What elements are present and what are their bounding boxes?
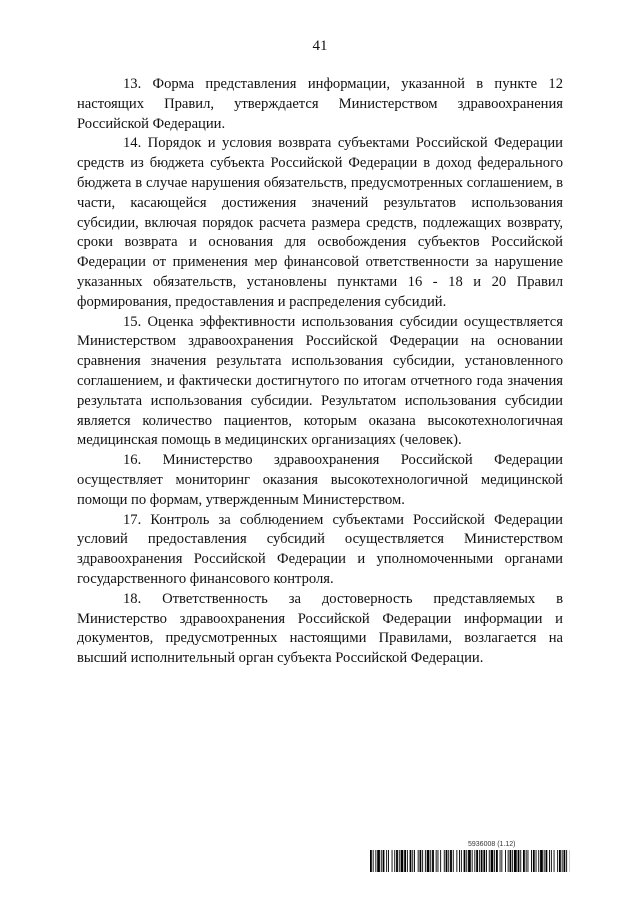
barcode-bar	[546, 850, 548, 872]
barcode-bar	[531, 850, 532, 872]
barcode-bar	[401, 850, 404, 872]
barcode-bar	[544, 850, 545, 872]
barcode-bar	[551, 850, 552, 872]
barcode-bar	[396, 850, 398, 872]
barcode-bar	[386, 850, 387, 872]
barcode-bar	[461, 850, 462, 872]
barcode-bar	[500, 850, 501, 872]
barcode-bar	[496, 850, 498, 872]
barcode-bar	[533, 850, 535, 872]
barcode-bar	[505, 850, 506, 872]
barcode-bar	[481, 850, 483, 872]
barcode-bar	[404, 850, 406, 872]
barcode-bar	[510, 850, 512, 872]
barcode-bar	[557, 850, 558, 872]
barcode-bar	[438, 850, 439, 872]
barcode-bar	[514, 850, 517, 872]
barcode-bar	[479, 850, 480, 872]
barcode-bar	[528, 850, 529, 872]
barcode-bar	[494, 850, 495, 872]
barcode-bar	[540, 850, 543, 872]
barcode-bar	[512, 850, 513, 872]
barcode-bar	[448, 850, 449, 872]
barcode-bar	[410, 850, 412, 872]
barcode-bar	[444, 850, 445, 872]
barcode-bar	[459, 850, 460, 872]
barcode-bar	[468, 850, 471, 872]
barcode-bar	[436, 850, 437, 872]
barcode-bar	[562, 850, 563, 872]
barcode-bar	[474, 850, 475, 872]
barcode-bar	[388, 850, 389, 872]
barcode-bar	[518, 850, 520, 872]
barcode-bar	[549, 850, 550, 872]
barcode-bar	[520, 850, 521, 872]
barcode-bar	[508, 850, 509, 872]
barcode-bar	[420, 850, 422, 872]
barcode-bar	[425, 850, 426, 872]
paragraph-16: 16. Министерство здравоохранения Российской Федерации осуществляет мониторинг оказания высокотехнологичной медицинской помощи по формам, утвержденным Министерством.	[77, 452, 563, 508]
document-body	[77, 75, 563, 669]
barcode-bar	[491, 850, 494, 872]
barcode-bar	[472, 850, 473, 872]
barcode-bar	[526, 850, 527, 872]
barcode-bar	[453, 850, 454, 872]
paragraph-14: 14. Порядок и условия возврата субъектами Российской Федерации средств из бюджета субъекта Российской Федерации в доход федерального бюджета в случае нарушения обязательств, предусмотренных соглашением, в части, касающейся достижения значений результатов использования субсидии, включая порядок расчета размера средств, подлежащих возврату, сроки возврата и основания для освобождения субъектов Российской Федерации от применения мер финансовой ответственности за нарушение указанных обязательств, установлены пунктами 16 - 18 и 20 Правил формирования, предоставления и распределения субсидий.	[77, 135, 563, 310]
barcode-bar	[536, 850, 537, 872]
barcode-bar	[486, 850, 487, 872]
barcode-bar	[501, 850, 502, 872]
barcode-bar	[399, 850, 400, 872]
page-number: 41	[312, 38, 328, 54]
barcode-bar	[432, 850, 434, 872]
barcode-bar	[394, 850, 395, 872]
barcode-bar	[418, 850, 419, 872]
barcode-bar	[377, 850, 380, 872]
barcode-bar	[483, 850, 485, 872]
barcode-bar	[373, 850, 374, 872]
paragraph-13: 13. Форма представления информации, указанной в пункте 12 настоящих Правил, утверждается Министерством здравоохранения Российской Федерации.	[77, 76, 563, 132]
barcode-bar	[392, 850, 393, 872]
barcode-bar	[430, 850, 431, 872]
barcode-bar	[564, 850, 566, 872]
barcode-bar	[464, 850, 466, 872]
barcode-bar	[446, 850, 448, 872]
footer-code: 5936008 (1.12)	[468, 841, 516, 848]
paragraph-18: 18. Ответственность за достоверность представляемых в Министерство здравоохранения Российской Федерации информации и документов, предусмотренных настоящими Правилами, возлагается на высший исполнительный орган субъекта Российской Федерации.	[77, 590, 563, 667]
barcode-bar	[456, 850, 457, 872]
barcode-bar	[476, 850, 478, 872]
barcode-bar	[566, 850, 567, 872]
barcode-bar	[375, 850, 376, 872]
barcode-bar	[538, 850, 539, 872]
barcode-bar	[440, 850, 441, 872]
barcode-bar	[466, 850, 467, 872]
barcode-bar	[407, 850, 408, 872]
barcode-bar	[383, 850, 385, 872]
barcode-bar	[523, 850, 525, 872]
barcode-bar	[370, 850, 372, 872]
barcode	[370, 850, 570, 872]
barcode-bar	[450, 850, 452, 872]
barcode-bar	[422, 850, 423, 872]
barcode-bar	[412, 850, 413, 872]
barcode-bar	[381, 850, 382, 872]
paragraph-17: 17. Контроль за соблюдением субъектами Российской Федерации условий предоставления субсидий осуществляется Министерством здравоохранения Российской Федерации и уполномоченными органами государственного финансового контроля.	[77, 511, 563, 587]
paragraph-15: 15. Оценка эффективности использования субсидии осуществляется Министерством здравоохранения Российской Федерации на основании сравнения значения результата использования субсидии, установленного соглашением, и фактически достигнутого по итогам отчетного года значения результата использования субсидии. Результатом использования субсидии является количество пациентов, которым оказана высокотехнологичная медицинская помощь в медицинских организациях (человек).	[77, 313, 563, 449]
barcode-bar	[559, 850, 561, 872]
barcode-bar	[489, 850, 490, 872]
barcode-bar	[414, 850, 415, 872]
barcode-bar	[554, 850, 555, 872]
barcode-bar	[427, 850, 430, 872]
